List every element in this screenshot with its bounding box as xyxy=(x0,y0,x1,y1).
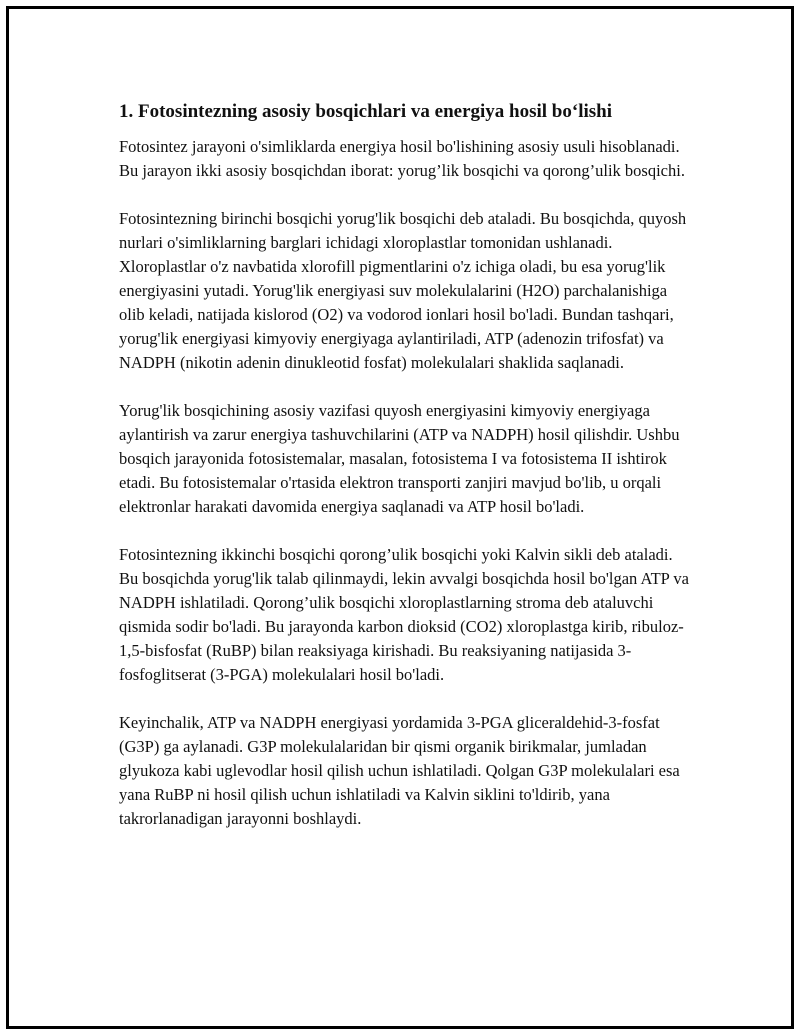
paragraph-intro: Fotosintez jarayoni o'simliklarda energiya hosil bo'lishining asosiy usuli hisoblanadi. Bu jarayon ikki asosiy bosqichdan iborat: yorug’lik bosqichi va qorong’ulik bosqichi. xyxy=(119,137,685,180)
paragraph-dark-stage: Fotosintezning ikkinchi bosqichi qorong’ulik bosqichi yoki Kalvin sikli deb ataladi. Bu bosqichda yorug'lik talab qilinmaydi, lekin avvalgi bosqichda hosil bo'lgan ATP va NADPH ishlatiladi. Qorong’ulik bosqichi xloroplastlarning stroma deb ataluvchi qismida sodir bo'ladi. Bu jarayonda karbon dioksid (CO2) xloroplastga kirib, ribuloz-1,5-bisfosfat (RuBP) bilan reaksiyaga kirishadi. Bu reaksiyaning natijasida 3-fosfoglitserat (3-PGA) molekulalari hosil bo'ladi. xyxy=(119,545,689,684)
document-content xyxy=(119,99,691,855)
paragraph-light-stage: Fotosintezning birinchi bosqichi yorug'lik bosqichi deb ataladi. Bu bosqichda, quyosh nurlari o'simliklarning barglari ichidagi xloroplastlar tomonidan ushlanadi. Xloroplastlar o'z navbatida xlorofill pigmentlarini o'z ichiga oladi, bu esa yorug'lik energiyasini yutadi. Yorug'lik energiyasi suv molekulalarini (H2O) parchalanishiga olib keladi, natijada kislorod (O2) va vodorod ionlari hosil bo'ladi. Bundan tashqari, yorug'lik energiyasi kimyoviy energiyaga aylantiriladi, ATP (adenozin trifosfat) va NADPH (nikotin adenin dinukleotid fosfat) molekulalari shaklida saqlanadi. xyxy=(119,209,687,372)
paragraph-calvin-cycle: Keyinchalik, ATP va NADPH energiyasi yordamida 3-PGA gliceraldehid-3-fosfat (G3P) ga aylanadi. G3P molekulalaridan bir qismi organik birikmalar, jumladan glyukoza kabi uglevodlar hosil qilish uchun ishlatiladi. Qolgan G3P molekulalari esa yana RuBP ni hosil qilish uchun ishlatiladi va Kalvin siklini to'ldirib, yana takrorlanadigan jarayonni boshlaydi. xyxy=(119,713,680,828)
section-heading: 1. Fotosintezning asosiy bosqichlari va energiya hosil bo‘lishi xyxy=(119,101,612,122)
paragraph-light-stage-function: Yorug'lik bosqichining asosiy vazifasi quyosh energiyasini kimyoviy energiyaga aylantirish va zarur energiya tashuvchilarini (ATP va NADPH) hosil qilishdir. Ushbu bosqich jarayonida fotosistemalar, masalan, fotosistema I va fotosistema II ishtirok etadi. Bu fotosistemalar o'rtasida elektron transporti zanjiri mavjud bo'lib, u orqali elektronlar harakati davomida energiya saqlanadi va ATP hosil bo'ladi. xyxy=(119,401,680,516)
document-page xyxy=(6,6,794,1029)
